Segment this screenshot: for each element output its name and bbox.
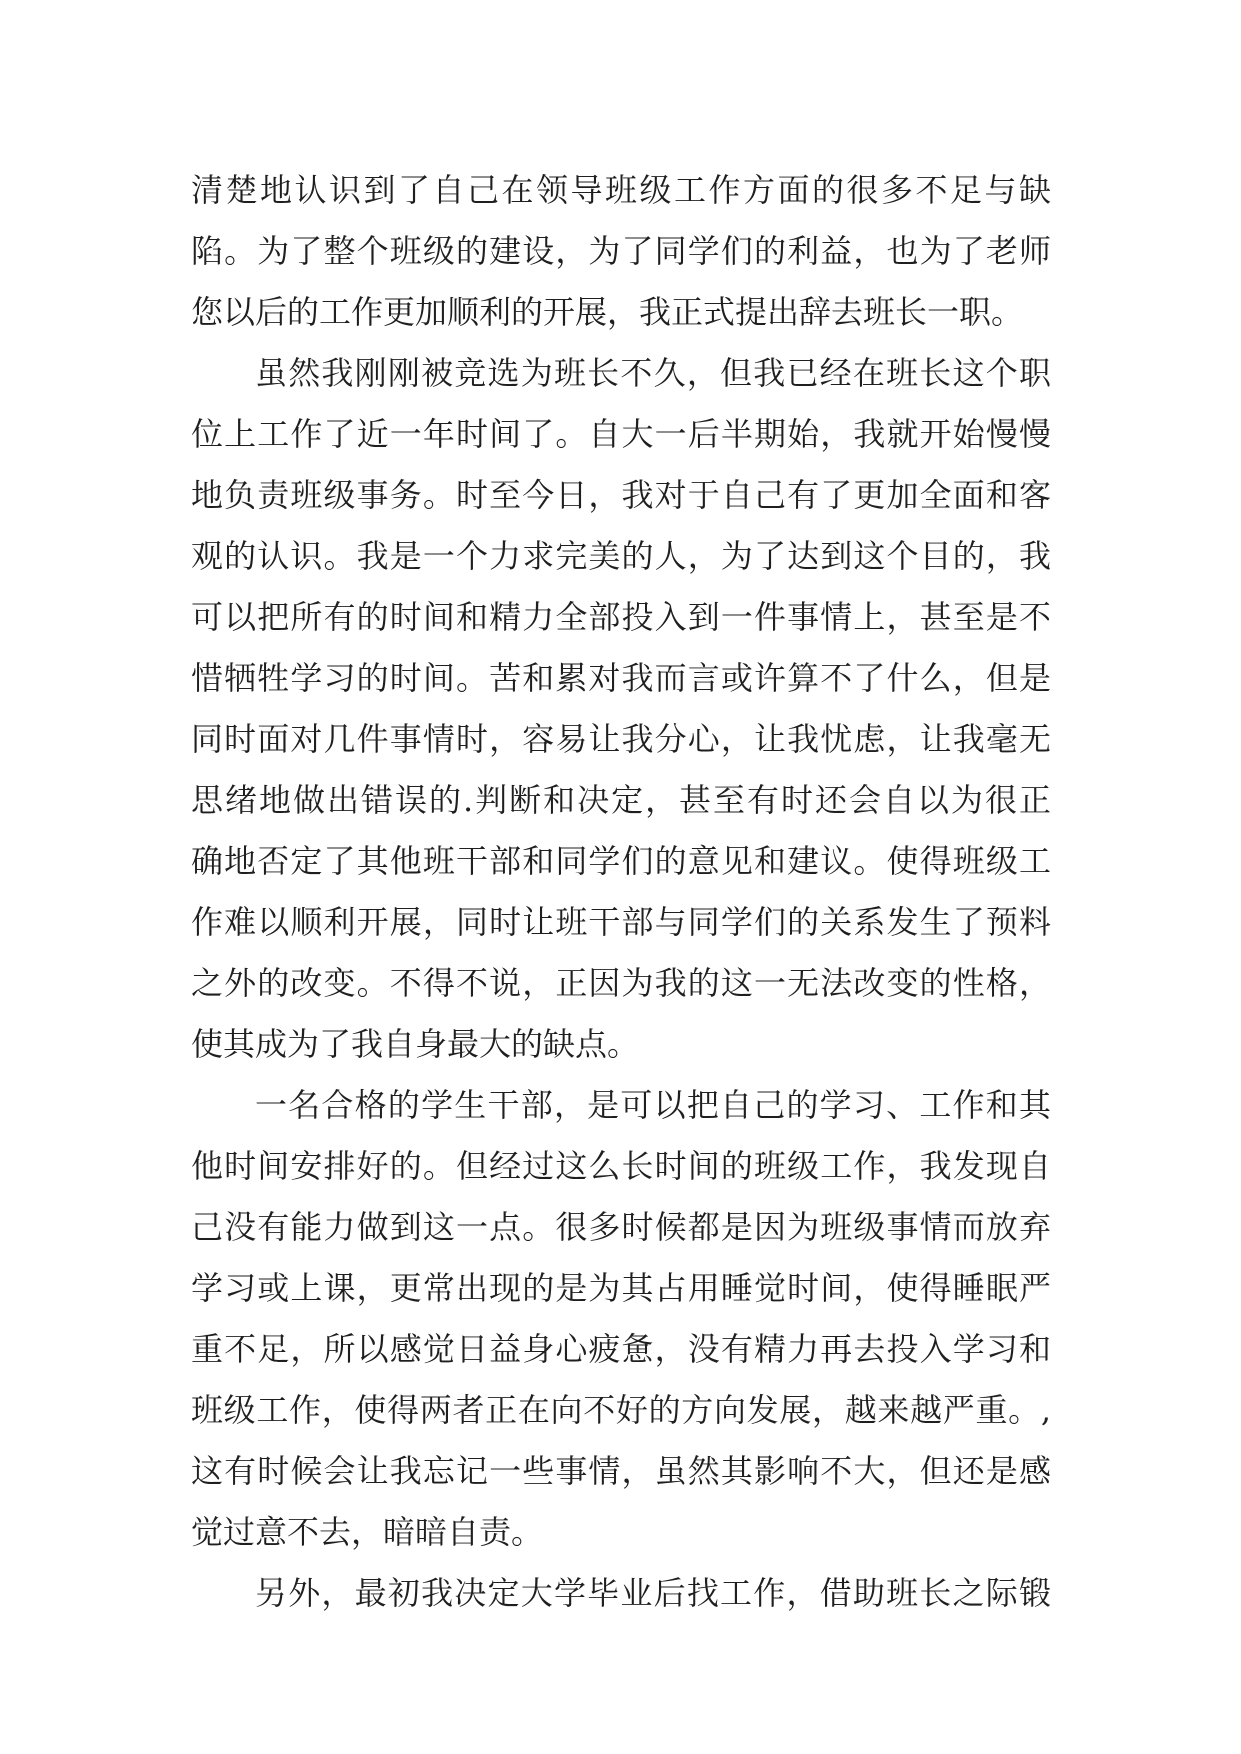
text-line: 思绪地做出错误的.判断和决定，甚至有时还会自以为很正 xyxy=(191,781,1051,819)
text-line: 之外的改变。不得不说，正因为我的这一无法改变的性格， xyxy=(191,964,1051,1002)
paragraph-first-line: 另外，最初我决定大学毕业后找工作，借助班长之际锻 xyxy=(255,1574,1051,1612)
paragraph-first-line: 虽然我刚刚被竞选为班长不久，但我已经在班长这个职 xyxy=(255,354,1051,392)
text-line: 学习或上课，更常出现的是为其占用睡觉时间，使得睡眠严 xyxy=(191,1269,1051,1307)
text-line: 位上工作了近一年时间了。自大一后半期始，我就开始慢慢 xyxy=(191,415,1051,453)
text-line: 重不足，所以感觉日益身心疲惫，没有精力再去投入学习和 xyxy=(191,1330,1051,1368)
text-line: 他时间安排好的。但经过这么长时间的班级工作，我发现自 xyxy=(191,1147,1051,1185)
text-line: 同时面对几件事情时，容易让我分心，让我忧虑，让我毫无 xyxy=(191,720,1051,758)
text-line: 清楚地认识到了自己在领导班级工作方面的很多不足与缺 xyxy=(191,171,1051,209)
text-line: 班级工作，使得两者正在向不好的方向发展，越来越严重。, xyxy=(191,1391,1051,1429)
text-line: 作难以顺利开展，同时让班干部与同学们的关系发生了预料 xyxy=(191,903,1051,941)
text-line: 使其成为了我自身最大的缺点。 xyxy=(191,1025,640,1063)
text-line: 这有时候会让我忘记一些事情，虽然其影响不大，但还是感 xyxy=(191,1452,1051,1490)
text-line: 觉过意不去，暗暗自责。 xyxy=(191,1513,544,1551)
paragraph-first-line: 一名合格的学生干部，是可以把自己的学习、工作和其 xyxy=(255,1086,1051,1124)
text-line: 可以把所有的时间和精力全部投入到一件事情上，甚至是不 xyxy=(191,598,1051,636)
text-line: 观的认识。我是一个力求完美的人，为了达到这个目的，我 xyxy=(191,537,1051,575)
body-text xyxy=(191,160,1051,1624)
text-line: 您以后的工作更加顺利的开展，我正式提出辞去班长一职。 xyxy=(191,293,1024,331)
text-line: 己没有能力做到这一点。很多时候都是因为班级事情而放弃 xyxy=(191,1208,1051,1246)
text-line: 地负责班级事务。时至今日，我对于自己有了更加全面和客 xyxy=(191,476,1051,514)
text-line: 确地否定了其他班干部和同学们的意见和建议。使得班级工 xyxy=(191,842,1051,880)
text-line: 陷。为了整个班级的建设，为了同学们的利益，也为了老师 xyxy=(191,232,1051,270)
text-line: 惜牺牲学习的时间。苦和累对我而言或许算不了什么，但是 xyxy=(191,659,1051,697)
